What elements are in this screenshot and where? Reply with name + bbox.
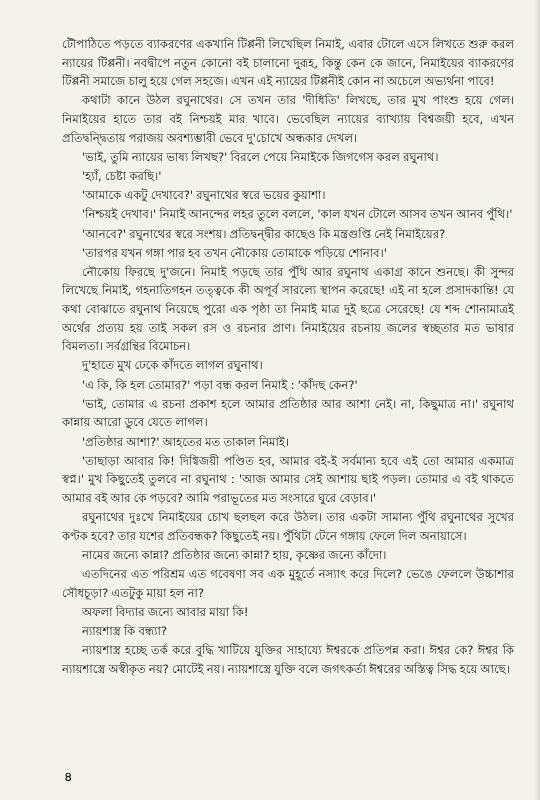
paragraph-14: 'তাছাড়া আবার কি! দিগ্বিজয়ী পণ্ডিত হব, আমার বই-ই সর্বমান্য হবে এই তো আমার একমাত্র স্বপ্ন।' মুখ কিছুতেই তুলবে না রঘুনাথ : 'আজ আমার সেই আশায় ছাই পড়ল। তোমার এ বই থাকতে আমার বই আর কে পড়বে? আমি পরাভূতের মত সংসারে ঘুরে বেড়াব।' <box>62 453 514 505</box>
paragraph-2: কথাটা কানে উঠল রঘুনাথের। সে তখন তার 'দীধিতি' লিখছে, তার মুখ পাংশু হয়ে গেল। নিমাইয়ের হাতে তার বই নিশ্চয়ই মার খাবে। ভেবেছিল ন্যায়ের ব্যাখ্যায় বিশ্বজয়ী হবে, এখন প্রতিদ্বন্দ্বিতায় পরাজয় অবশ্যম্ভাবী ভেবে দু'চোখে অন্ধকার দেখল। <box>62 93 514 145</box>
paragraph-5: 'আমাকে একটু দেখাবে?' রঘুনাথের স্বরে ভয়ের কুয়াশা। <box>82 188 326 203</box>
paragraph-4: 'হ্যাঁ, চেষ্টা করছি।' <box>82 168 162 183</box>
paragraph-6: 'নিশ্চয়ই দেখাব।' নিমাই আনন্দের লহর তুলে বললে, 'কাল যখন টোলে আসব তখন আনব পুঁথি।' <box>82 207 513 222</box>
page-number: ৪ <box>64 770 73 785</box>
paragraph-8: 'তারপর যখন গঙ্গা পার হব তখন নৌকোয় তোমাকে পড়িয়ে শোনাব।' <box>82 245 387 260</box>
paragraph-9: নৌকোয় ফিরছে দু'জনে। নিমাই পড়ছে তার পুঁথি আর রঘুনাথ একাগ্র কানে শুনছে। কী সুন্দর লিখেছে নিমাই, গহনাতিগহন তত্ত্বকে কী অপূর্ব সারল্যে স্থাপন করেছে! এই না হলে প্রসাদকান্তি! যে কথা বোঝাতে রঘুনাথ নিয়েছে পুরো এক পৃষ্ঠা তা নিমাই মাত্র দুই ছত্রে সেরেছে! যে শব্দ শোনামাত্রই অর্থের প্রত্যয় হয় তাই সকল রস ও রচনার প্রাণ। নিমাইয়ের রচনায় জলের স্বচ্ছতার মত ভাষার বিমলতা। সর্বগ্রন্থির বিমোচন। <box>62 264 514 354</box>
paragraph-15: রঘুনাথের দুঃখে নিমাইয়ের চোখ ছলছল করে উঠল। তার একটা সামান্য পুঁথি রঘুনাথের সুখের কণ্টক হবে? তার যশের প্রতিবন্ধক? কিছুতেই নয়। পুঁথিটা টেনে গঙ্গায় ফেলে দিল অনায়াসে। <box>62 510 514 543</box>
paragraph-18: অফলা বিদ্যার জন্যে আবার মায়া কি! <box>82 604 249 619</box>
paragraph-13: 'প্রতিষ্ঠার আশা?' আহতের মত তাকাল নিমাই। <box>82 434 290 449</box>
paragraph-20: ন্যায়শাস্ত্র হচ্ছে তর্ক করে বুদ্ধি খাটিয়ে যুক্তির সাহায্যে ঈশ্বরকে প্রতিপন্ন করা। ঈশ্বর কে? ঈশ্বর কি ন্যায়শাস্ত্রে অস্বীকৃত নয়? মোটেই নয়। ন্যায়শাস্ত্রে যুক্তি বলে জগৎকর্তা ঈশ্বরের অস্তিত্ব সিদ্ধ হয়ে আছে। <box>62 643 514 676</box>
paragraph-12: 'ভাই, তোমার এ রচনা প্রকাশ হলে আমার প্রতিষ্ঠার আর আশা নেই। না, কিছুমাত্র না।' রঘুনাথ কান্নায় আরো ডুবে যেতে লাগল। <box>62 396 514 430</box>
paragraph-3: 'ভাই, তুমি ন্যায়ের ভাষ্য লিখছ?' বিরলে পেয়ে নিমাইকে জিগগেস করল রঘুনাথ। <box>82 149 439 164</box>
paragraph-10: দু'হাতে মুখ ঢেকে কাঁদতে লাগল রঘুনাথ। <box>82 358 263 373</box>
page-edge-shadow <box>534 0 540 800</box>
paragraph-17: এতদিনের এত পরিশ্রম এত গবেষণা সব এক মুহূর্তে নস্যাৎ করে দিলে? ভেঙে ফেললে উচ্চাশার সৌধচূড়া? এতটুকু মায়া হল না? <box>62 567 514 600</box>
paragraph-7: 'আনবে?' রঘুনাথের স্বরে সংশয়। প্রতিদ্বন্দ্বীর কাছেও কি মন্ত্রগুপ্তি নেই নিমাইয়ের? <box>82 226 446 241</box>
page-body <box>62 35 514 679</box>
paragraph-19: ন্যায়শাস্ত্র কি বন্ধ্যা? <box>82 624 167 639</box>
paragraph-11: 'এ কি, কি হল তোমার?' পড়া বন্ধ করল নিমাই : 'কাঁদছ কেন?' <box>82 377 358 392</box>
paragraph-1: টৌপাঠিতে পড়তে ব্যাকরণের একখানি টিপ্পনী লিখেছিল নিমাই, এবার টোলে এসে লিখতে শুরু করল ন্যায়ের টিপ্পনী। নবদ্বীপে নতুন কোনো বই চালানো দুরূহ, কিন্তু কেন কে জানে, নিমাইয়ের ব্যাকরণের টিপ্পনী সমাজে চালু হয়ে গেল সহজে। এখন এই ন্যায়ের টিপ্পনীই কোন না অচেলে অভ্যর্থনা পাবে! <box>62 37 515 89</box>
paragraph-16: নামের জন্যে কান্না? প্রতিষ্ঠার জন্যে কান্না? হায়, কৃষ্ণের জন্যে কাঁদো। <box>82 547 387 562</box>
